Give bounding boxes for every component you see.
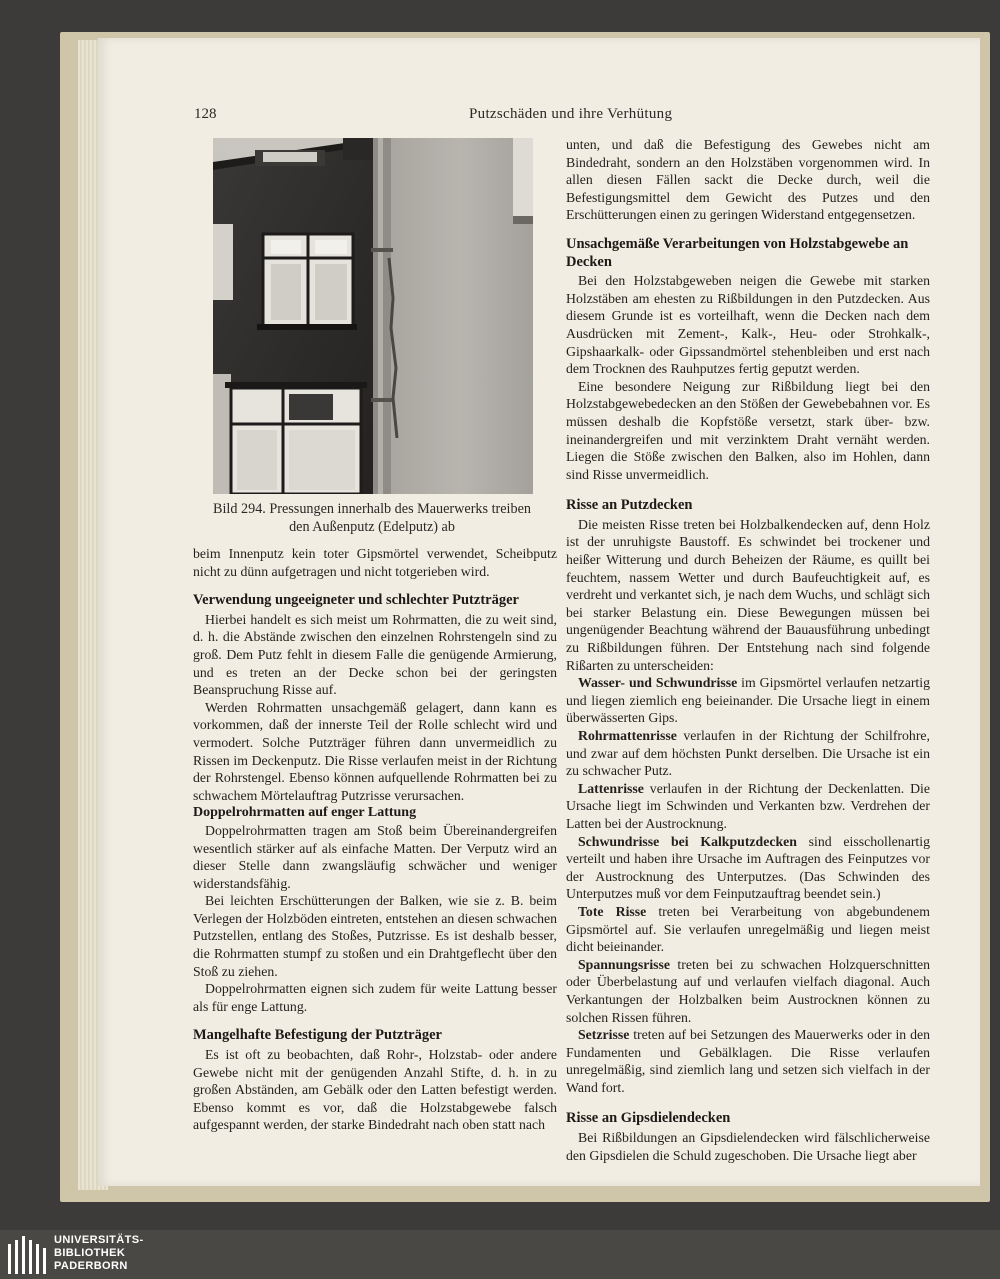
running-head [194,106,938,126]
section-heading: Risse an Putzdecken [566,497,693,514]
paragraph: beim Innenputz kein toter Gipsmörtel verwendet, Scheibputz nicht zu dünn aufgetragen und nicht totgerieben wird. [193,546,557,579]
paragraph: Rohrmattenrisse verlaufen in der Richtung der Schilfrohre, und zwar auf dem höchsten Punkt derselben. Die Ursache ist ein zu schwacher Putz. [566,728,930,779]
caption-line-2: den Außenputz (Edelputz) ab [289,519,455,535]
building-photo-image [213,138,533,494]
term: Tote Risse [578,903,647,919]
building-photo [213,138,533,494]
section-heading: Risse an Gipsdielendecken [566,1110,731,1127]
term: Spannungsrisse [578,956,671,972]
term: Setzrisse [578,1027,630,1043]
paragraph: Werden Rohrmatten unsachgemäß gelagert, dann kann es vorkommen, daß der innerste Teil der Rolle schlecht wird und vermodert. Solche Putzträger führen dann unvermeidlich zu Rissen im Deckenputz. Die Risse verlaufen meist in der Richtung der Rohrstengel. Ebenso können aufquellende Rohrmatten bei zu schwachem Mörtelauftrag Putzrisse verursachen. [193,699,557,803]
header-title: Putzschäden und ihre Verhütung [469,106,673,122]
paragraph: Doppelrohrmatten eignen sich zudem für weite Lattung besser als für enge Lattung. [193,981,557,1014]
section-heading: Verwendung ungeeigneter und schlechter Putzträger [193,592,519,609]
caption-line-1: Bild 294. Pressungen innerhalb des Mauerwerks treiben [213,501,531,517]
paragraph: Die meisten Risse treten bei Holzbalkendecken auf, denn Holz ist der unruhigste Baustoff. Es schwindet bei trockener und heißer Witterung und durch Beheizen der Räume, es quillt bei feuchtem, nassem Wetter und durch Baufeuchtigkeit auf, es verdreht und verkantet sich, je nach dem Wuchs, und schlägt sich bei starker Belastung ein. Diese Bewegungen müssen bei ungenügender Beachtung während der Bauausführung unbedingt zu Rißbildungen führen. Der Entstehung nach sind folgende Rißarten zu unterscheiden: [566,516,930,673]
logo-text [54,1234,144,1273]
paragraph: Doppelrohrmatten tragen am Stoß beim Übereinandergreifen wesentlich stärker auf als einfache Matten. Der Verputz wird an dieser Stelle dann zwangsläufig schwächer und weniger widerstandsfähig. [193,822,557,891]
paragraph: Eine besondere Neigung zur Rißbildung liegt bei den Holzstabgewebedecken an den Stößen der Gewebebahnen vor. Es müssen deshalb die Kopfstöße versetzt, stark über- bzw. ineinandergreifen und mit verzinktem Draht vernäht werden. Liegen die Stöße zwischen den Balken, also im Hohlen, dann sind Risse unvermeidlich. [566,378,930,482]
logo-bars-icon [8,1236,48,1274]
paragraph: Bei leichten Erschütterungen der Balken, wie sie z. B. beim Verlegen der Holzböden eintreten, entstehen an diesen schwachen Putzstellen, entlang des Stoßes, Putzrisse. Es ist deshalb besser, die Rohrmatten stumpf zu stoßen und ein Drahtgeflecht über den Stoß zu ziehen. [193,893,557,979]
paragraph: Lattenrisse verlaufen in der Richtung der Deckenlatten. Die Ursache liegt im Schwinden und Verkanten bzw. Verdrehen der Latten bei der Austrocknung. [566,780,930,831]
paragraph: Bei Rißbildungen an Gipsdielendecken wird fälschlicherweise den Gipsdielen die Schuld zugeschoben. Die Ursache liegt aber [566,1130,930,1163]
term: Schwundrisse bei Kalkputzdecken [578,833,797,849]
paragraph: Tote Risse treten bei Verarbeitung von abgebundenem Gipsmörtel auf. Sie verlaufen unregelmäßig und liegen meist dicht beieinander. [566,903,930,955]
paragraph: Es ist oft zu beobachten, daß Rohr-, Holzstab- oder andere Gewebe nicht mit der genügenden Anzahl Stifte, d. h. in zu großen Abständen, am Gebälk oder den Latten befestigt werden. Ebenso kommt es vor, daß die Holzstabgewebe falsch aufgespannt werden, der starke Bindedraht nach oben statt nach [193,1047,557,1133]
logo-line: PADERBORN [54,1260,128,1272]
paragraph: Wasser- und Schwundrisse im Gipsmörtel verlaufen netzartig und liegen ziemlich eng beieinander. Die Ursache liegt in einem überwässerten Gips. [566,675,930,726]
right-column [566,136,930,1164]
paragraph: Bei den Holzstabgeweben neigen die Gewebe mit starken Holzstäben am ehesten zu Rißbildungen in den Putzdecken. Aus diesem Grunde ist es vorteilhaft, wenn die Decken nach dem Ausdrücken mit Zement-, Kalk-, Heu- oder Strohkalk-, Gipshaarkalk- oder Gipssandmörtel stehenbleiben und erst nach dem Trocknen des Rauhputzes fertig geputzt werden. [566,273,930,377]
section-heading: Unsachgemäße Verarbeitungen von Holzstabgewebe an Decken [566,235,909,270]
logo-line: BIBLIOTHEK [54,1247,126,1259]
subsection-heading: Doppelrohrmatten auf enger Lattung [193,805,417,821]
library-logo [0,1230,200,1279]
section-heading: Mangelhafte Befestigung der Putzträger [193,1027,442,1044]
term: Lattenrisse [578,780,644,796]
logo-line: UNIVERSITÄTS- [54,1234,144,1246]
paragraph: Setzrisse treten auf bei Setzungen des Mauerwerks oder in den Fundamenten und Gebälklagen. Die Risse verlaufen unregelmäßig, sind ziemlich lang und setzen sich vielfach in der Wand fort. [566,1027,930,1095]
term: Rohrmattenrisse [578,728,677,743]
paragraph: Hierbei handelt es sich meist um Rohrmatten, die zu weit sind, d. h. die Abstände zwischen den einzelnen Rohrstengeln sind zu groß. Dem Putz fehlt in diesem Falle die genügende Armierung, und es treten an der Decke schon bei der geringsten Beanspruchung Risse auf. [193,611,557,698]
figure-caption [198,500,546,536]
term: Wasser- und Schwundrisse [578,675,738,691]
page-number: 128 [194,106,217,122]
paragraph: unten, und daß die Befestigung des Gewebes nicht am Bindedraht, sondern an den Holzstäben vorgenommen wird. In allen diesen Fällen sackt die Decke durch, weil die Befestigungsmittel dem Gewicht des Putzes und den Erschütterungen einen zu geringen Widerstand entgegensetzen. [566,137,930,223]
paragraph: Schwundrisse bei Kalkputzdecken sind eisschollenartig verteilt und haben ihre Ursache im Auftragen des Feinputzes vor der Austrocknung des Unterputzes. (Das Schwinden des Unterputzes muß vor dem Feinputzauftrag beendet sein.) [566,833,930,902]
left-column [193,545,557,1134]
paragraph: Spannungsrisse treten bei zu schwachen Holzquerschnitten oder Überbelastung auf und verlaufen vielfach diagonal. Auch Verkantungen der Holzbalken beim Austrocknen können zu solchen Rissen führen. [566,956,930,1025]
